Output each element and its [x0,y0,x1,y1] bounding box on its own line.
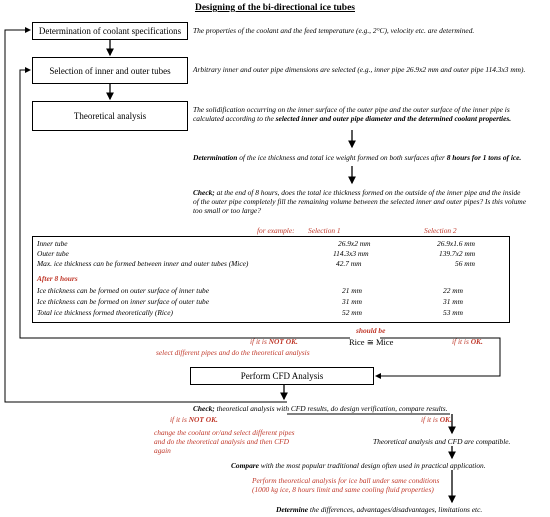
selection-1-header: Selection 1 [308,226,341,235]
theoretical-analysis-description: The solidification occurring on the inner surface of the outer pipe and the outer surface of the inner pipe is calculated according to the selected inner and outer pipe diameter and the determined coolant properties. [193,105,512,123]
compare-text: Compare with the most popular traditional design often used in practical application. [231,461,486,470]
row-inner-surface-v2: 22 mm [443,286,463,295]
compatible-text: Theoretical analysis and CFD are compatible. [373,437,511,446]
coolant-spec-box: Determination of coolant specifications [32,22,188,40]
after-8-hours-label: After 8 hours [37,274,78,283]
feedback-loop-inner [20,70,350,338]
row-outer-surface-label: Ice thickness can be formed on inner surface of outer tube [37,297,209,306]
feedback-loop-outer [5,30,287,402]
row-max-ice-v2: 56 mm [455,259,475,268]
row-outer-tube-label: Outer tube [37,249,69,258]
row-inner-tube-v2: 26.9x1.6 mm [437,239,475,248]
decision2-not-ok: if it is NOT OK. [170,415,218,424]
row-inner-tube-v1: 26.9x2 mm [338,239,371,248]
determination-text: Determination of the ice thickness and total ice weight formed on both surfaces after 8 hours for 1 tons of ice. [193,153,522,162]
row-total-label: Total ice thickness formed theoretically (Rice) [37,308,173,317]
decision1-not-ok: if it is NOT OK. [250,337,298,346]
decision2-ok: if it is OK. [421,415,452,424]
row-max-ice-v1: 42.7 mm [336,259,362,268]
cfd-check-text: Check; theoretical analysis with CFD results, do design verification, compare results. [193,404,448,413]
determine-text: Determine the differences, advantages/disadvantages, limitations etc. [276,505,483,514]
row-outer-surface-v1: 31 mm [342,297,362,306]
row-outer-tube-v2: 139.7x2 mm [439,249,476,258]
cfd-analysis-box: Perform CFD Analysis [190,367,374,385]
row-inner-tube-label: Inner tube [37,239,68,248]
row-outer-surface-v2: 31 mm [443,297,463,306]
row-total-v1: 52 mm [342,308,362,317]
tube-selection-description: Arbitrary inner and outer pipe dimensions are selected (e.g., inner pipe 26.9x2 mm and outer pipe 114.3x3 mm). [193,65,526,74]
decision1-not-ok-action: select different pipes and do the theoretical analysis [156,348,310,357]
row-inner-surface-v1: 21 mm [342,286,362,295]
decision2-not-ok-action: change the coolant or/and select different pipes and do the theoretical analysis and then CFD again [154,428,295,455]
ice-ball-analysis-text: Perform theoretical analysis for ice ball under same conditions (1000 kg ice, 8 hours limit and same cooling fluid properties) [252,476,440,494]
row-outer-tube-v1: 114.3x3 mm [333,249,369,258]
row-total-v2: 53 mm [443,308,463,317]
tube-selection-box: Selection of inner and outer tubes [32,57,188,84]
decision1-ok: if it is OK. [452,337,483,346]
coolant-spec-description: The properties of the coolant and the feed temperature (e.g., 2°C), velocity etc. are determined. [193,26,475,35]
diagram-title: Designing of the bi-directional ice tubes [194,3,355,13]
selection-2-header: Selection 2 [424,226,457,235]
should-be-label: should be [356,326,386,335]
ice-comparison-formula: Rice ≅ Mice [349,337,394,347]
check-question: Check; at the end of 8 hours, does the total ice thickness formed on the outside of the inner pipe and the inside of the outer pipe completely fill the remaining volume between the selected inner and outer pipes? Is this volume too small or too large? [193,188,527,215]
ok-path-to-cfd [376,338,500,376]
for-example-label: for example: [257,226,295,235]
theoretical-analysis-box: Theoretical analysis [32,101,188,131]
row-max-ice-label: Max. ice thickness can be formed between inner and outer tubes (Mice) [37,259,249,268]
row-inner-surface-label: Ice thickness can be formed on outer surface of inner tube [37,286,209,295]
